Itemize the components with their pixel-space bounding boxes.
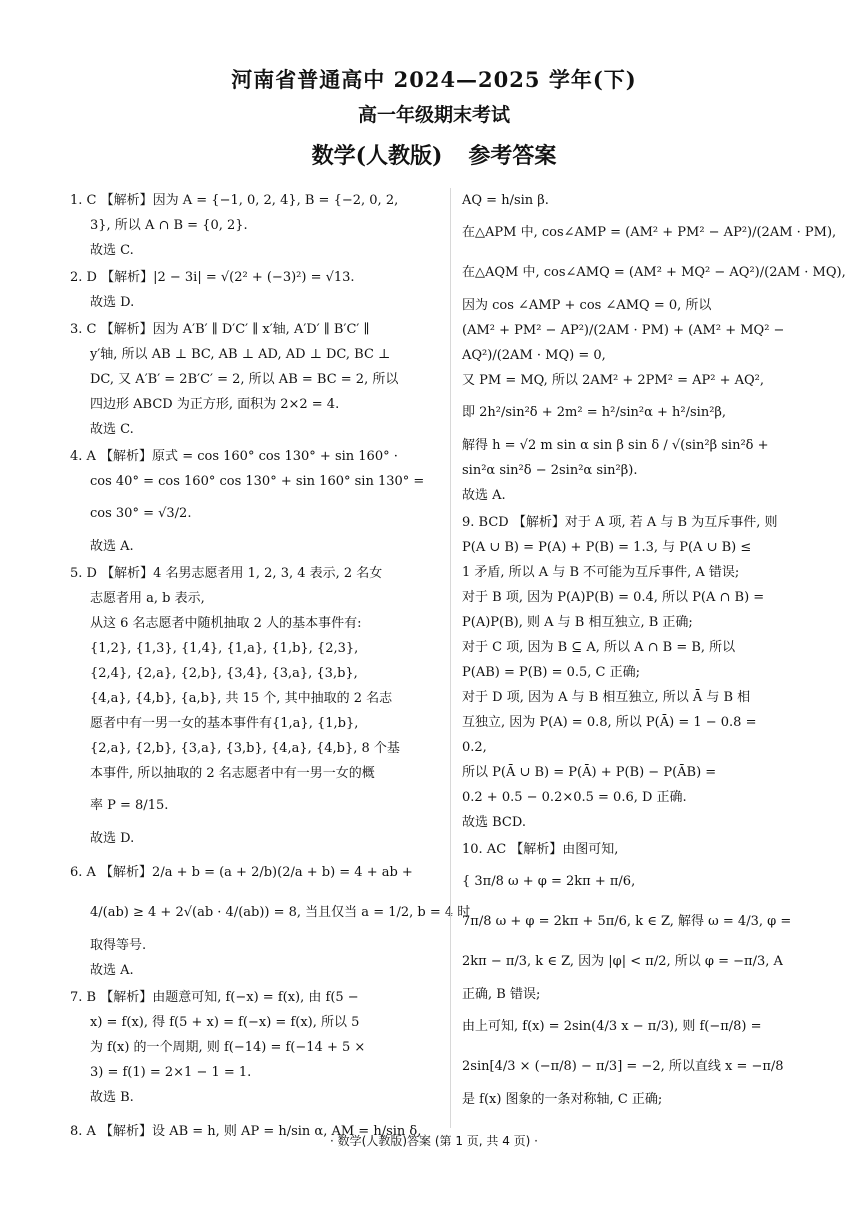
answer-line: 愿者中有一男一女的基本事件有{1,a}, {1,b}, — [90, 716, 359, 731]
answer-conclusion: 故选 D. — [90, 831, 135, 846]
answer-line: 对于 D 项, 因为 A 与 B 相互独立, 所以 Ā 与 B 相 — [462, 690, 751, 705]
answer-line: 因为 cos ∠AMP + cos ∠AMQ = 0, 所以 — [462, 298, 712, 313]
answer-q10 — [462, 837, 800, 1112]
answer-line: 8. A 【解析】设 AB = h, 则 AP = h/sin α, AM = h/sin δ, — [70, 1124, 422, 1139]
answer-line: P(A)P(B), 则 A 与 B 相互独立, B 正确; — [462, 615, 693, 630]
answer-line: 9. BCD 【解析】对于 A 项, 若 A 与 B 为互斥事件, 则 — [462, 515, 778, 530]
answer-line: 1 矛盾, 所以 A 与 B 不可能为互斥事件, A 错误; — [462, 565, 740, 580]
answer-line: 志愿者用 a, b 表示, — [90, 591, 205, 606]
answer-line: 是 f(x) 图象的一条对称轴, C 正确; — [462, 1092, 663, 1107]
answer-line: 对于 B 项, 因为 P(A)P(B) = 0.4, 所以 P(A ∩ B) = — [462, 590, 765, 605]
answer-line: 7π/8 ω + φ = 2kπ + 5π/6, k ∈ Z, 解得 ω = 4/3, φ = — [462, 914, 792, 929]
answer-line: 为 f(x) 的一个周期, 则 f(−14) = f(−14 + 5 × — [90, 1040, 366, 1055]
answer-q3 — [70, 317, 442, 442]
answer-line: 2sin[4/3 × (−π/8) − π/3] = −2, 所以直线 x = −π/8 — [462, 1059, 784, 1074]
answer-q2 — [70, 265, 442, 315]
answer-line: 4. A 【解析】原式 = cos 160° cos 130° + sin 160° · — [70, 449, 398, 464]
answer-q7 — [70, 985, 442, 1110]
answer-line: { 3π/8 ω + φ = 2kπ + π/6, — [462, 874, 636, 889]
answer-conclusion: 故选 BCD. — [462, 815, 526, 830]
answer-line: x) = f(x), 得 f(5 + x) = f(−x) = f(x), 所以 5 — [90, 1015, 360, 1030]
page-footer: · 数学(人教版)答案 (第 1 页, 共 4 页) · — [330, 1134, 538, 1148]
answer-line: {1,2}, {1,3}, {1,4}, {1,a}, {1,b}, {2,3}, — [90, 641, 359, 656]
answer-line: P(A ∪ B) = P(A) + P(B) = 1.3, 与 P(A ∪ B) ≤ — [462, 540, 752, 555]
answer-q9 — [462, 510, 800, 835]
answer-line: 对于 C 项, 因为 B ⊆ A, 所以 A ∩ B = B, 所以 — [462, 640, 736, 655]
answer-line: 2kπ − π/3, k ∈ Z, 因为 |φ| < π/2, 所以 φ = −π/3, A — [462, 954, 783, 969]
answer-q4 — [70, 444, 442, 559]
answer-line: 又 PM = MQ, 所以 2AM² + 2PM² = AP² + AQ², — [462, 373, 764, 388]
answer-line: 正确, B 错误; — [462, 987, 541, 1002]
right-column — [462, 188, 846, 1114]
answer-line: 所以 P(Ā ∪ B) = P(Ā) + P(B) − P(ĀB) = — [462, 765, 717, 780]
answer-conclusion: 故选 A. — [462, 488, 506, 503]
answer-line: 互独立, 因为 P(A) = 0.8, 所以 P(Ā) = 1 − 0.8 = — [462, 715, 757, 730]
answer-line: 3. C 【解析】因为 A′B′ ∥ D′C′ ∥ x′轴, A′D′ ∥ B′C′ ∥ — [70, 322, 370, 337]
answer-heading — [0, 139, 868, 170]
answer-line: 3) = f(1) = 2×1 − 1 = 1. — [90, 1065, 252, 1080]
answer-q5 — [70, 561, 442, 851]
answer-line: cos 30° = √3/2. — [90, 506, 192, 521]
subject-label: 数学(人教版) — [311, 143, 443, 169]
answer-conclusion: 故选 B. — [90, 1090, 134, 1105]
answer-line: 7. B 【解析】由题意可知, f(−x) = f(x), 由 f(5 − — [70, 990, 359, 1005]
answer-line: 在△APM 中, cos∠AMP = (AM² + PM² − AP²)/(2AM · PM), — [462, 225, 837, 240]
answer-line: 0.2, — [462, 740, 487, 755]
left-column — [70, 188, 471, 1154]
answer-line: 即 2h²/sin²δ + 2m² = h²/sin²α + h²/sin²β, — [462, 405, 727, 420]
answer-line: 0.2 + 0.5 − 0.2×0.5 = 0.6, D 正确. — [462, 790, 687, 805]
column-divider — [450, 188, 451, 1128]
answer-line: 取得等号. — [90, 938, 147, 953]
answer-conclusion: 故选 A. — [90, 539, 134, 554]
answer-line: 2. D 【解析】|2 − 3i| = √(2² + (−3)²) = √13. — [70, 270, 355, 285]
answer-line: DC, 又 A′B′ = 2B′C′ = 2, 所以 AB = BC = 2, 所以 — [90, 372, 399, 387]
answer-line: {4,a}, {4,b}, {a,b}, 共 15 个, 其中抽取的 2 名志 — [90, 691, 393, 706]
answer-line: 解得 h = √2 m sin α sin β sin δ / √(sin²β sin²δ + sin²α sin²δ − 2sin²α sin²β). — [462, 438, 769, 478]
answer-conclusion: 故选 C. — [90, 422, 134, 437]
answer-line: 四边形 ABCD 为正方形, 面积为 2×2 = 4. — [90, 397, 340, 412]
page-header — [0, 64, 868, 170]
exam-title: 河南省普通高中 2024—2025 学年(下) — [231, 67, 637, 92]
answer-q6 — [70, 853, 471, 983]
answer-line: P(AB) = P(B) = 0.5, C 正确; — [462, 665, 640, 680]
answer-conclusion: 故选 D. — [90, 295, 135, 310]
answer-line: 3}, 所以 A ∩ B = {0, 2}. — [90, 218, 248, 233]
answer-q8-continued — [462, 188, 846, 508]
answer-line: 在△AQM 中, cos∠AMQ = (AM² + MQ² − AQ²)/(2AM · MQ), — [462, 265, 846, 280]
answer-conclusion: 故选 C. — [90, 243, 134, 258]
answer-line: (AM² + PM² − AP²)/(2AM · PM) + (AM² + MQ² − AQ²)/(2AM · MQ) = 0, — [462, 323, 785, 363]
answer-line: 1. C 【解析】因为 A = {−1, 0, 2, 4}, B = {−2, 0, 2, — [70, 193, 399, 208]
answer-conclusion: 故选 A. — [90, 963, 134, 978]
answer-line: cos 40° = cos 160° cos 130° + sin 160° sin 130° = — [90, 474, 425, 489]
answer-q1 — [70, 188, 442, 263]
doc-type-label: 参考答案 — [468, 143, 557, 169]
answer-line: 4/(ab) ≥ 4 + 2√(ab · 4/(ab)) = 8, 当且仅当 a = 1/2, b = 4 时 — [90, 905, 471, 920]
answer-line: 6. A 【解析】2/a + b = (a + 2/b)(2/a + b) = 4 + ab + — [70, 865, 413, 880]
answer-line: y′轴, 所以 AB ⊥ BC, AB ⊥ AD, AD ⊥ DC, BC ⊥ — [90, 347, 391, 362]
answer-line: 由上可知, f(x) = 2sin(4/3 x − π/3), 则 f(−π/8) = — [462, 1019, 762, 1034]
answer-line: 从这 6 名志愿者中随机抽取 2 人的基本事件有: — [90, 616, 362, 631]
answer-line: {2,4}, {2,a}, {2,b}, {3,4}, {3,a}, {3,b}, — [90, 666, 358, 681]
exam-subtitle: 高一年级期末考试 — [357, 104, 510, 126]
answer-line: 率 P = 8/15. — [90, 798, 169, 813]
answer-line: 5. D 【解析】4 名男志愿者用 1, 2, 3, 4 表示, 2 名女 — [70, 566, 383, 581]
answer-line: {2,a}, {2,b}, {3,a}, {3,b}, {4,a}, {4,b}, 8 个基 — [90, 741, 400, 756]
answer-line: 本事件, 所以抽取的 2 名志愿者中有一男一女的概 — [90, 766, 375, 781]
answer-line: AQ = h/sin β. — [462, 193, 549, 208]
answer-line: 10. AC 【解析】由图可知, — [462, 842, 619, 857]
